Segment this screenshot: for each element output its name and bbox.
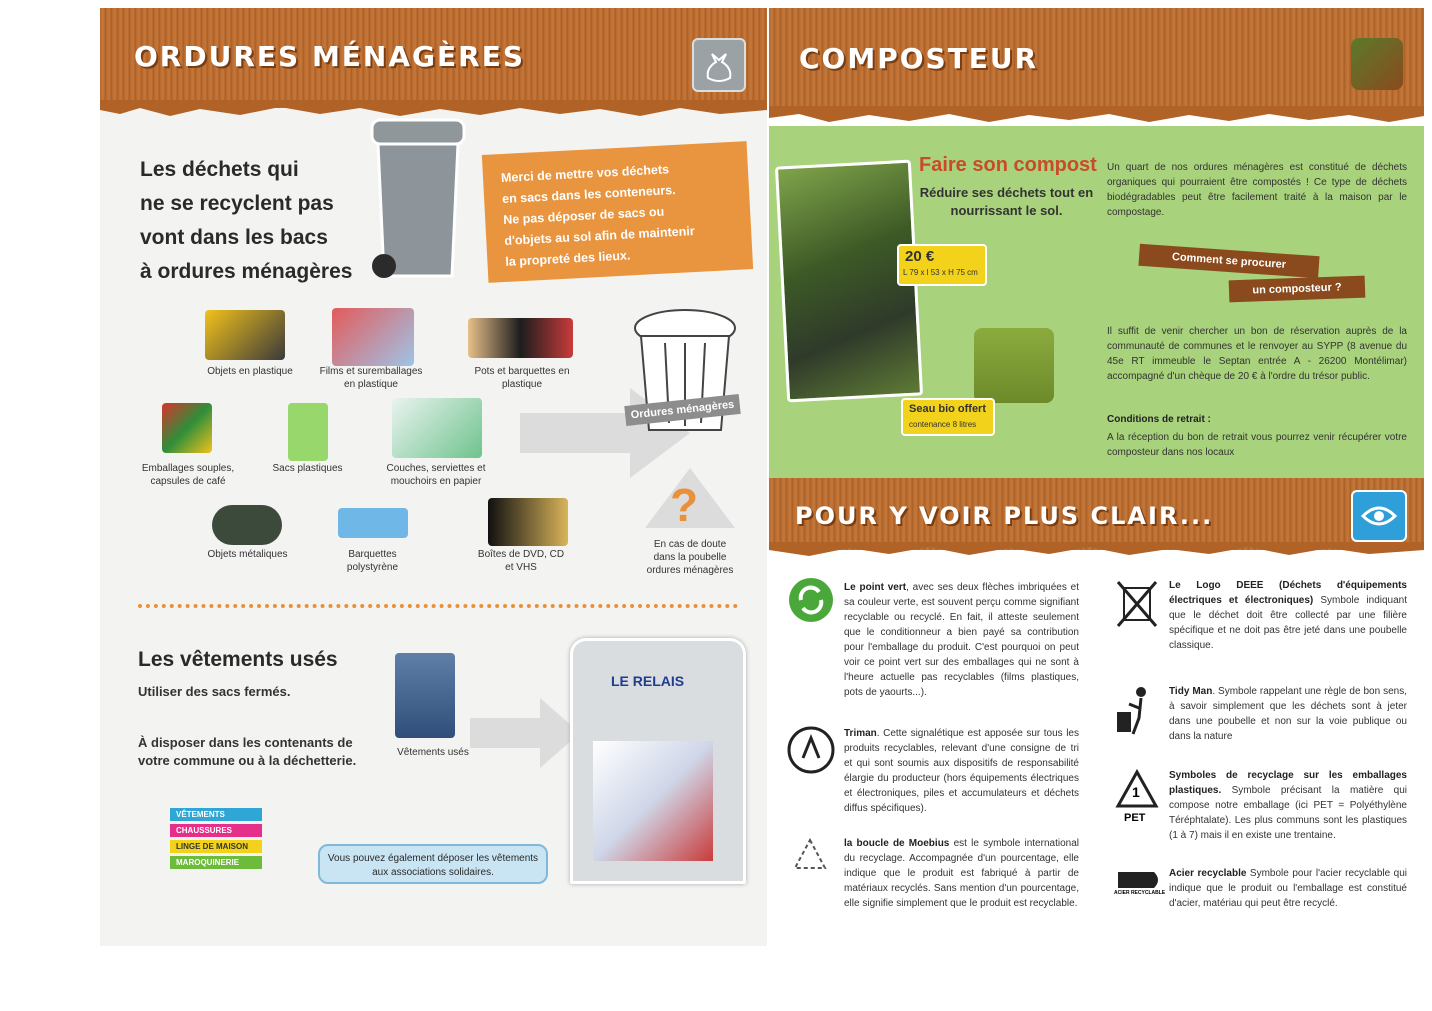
acier-icon	[1114, 870, 1164, 898]
item-label-8: Barquettes polystyrène	[346, 549, 399, 573]
pet-number: 1	[1132, 784, 1140, 800]
item-label-5: Sacs plastiques	[272, 463, 343, 474]
price-dims: L 79 x l 53 x H 75 cm	[903, 268, 978, 277]
deee-name: Le Logo DEEE (Déchets d'équipements électriques et électroniques)	[1169, 580, 1407, 606]
triman-icon	[785, 724, 837, 776]
clothes-text: À disposer dans les contenants de votre commune ou à la déchetterie.	[138, 735, 357, 768]
sticker-line-4: MAROQUINERIE	[170, 856, 262, 869]
how-to-banner	[1139, 250, 1365, 310]
eye-icon	[1351, 490, 1407, 542]
acier-label: ACIER RECYCLABLE	[1114, 890, 1166, 896]
left-page-title: ORDURES MÉNAGÈRES	[134, 40, 525, 73]
doubt-text: En cas de doute dans la poubelle ordures ménagères	[646, 539, 734, 576]
bio-bucket-sub: contenance 8 litres	[909, 420, 977, 429]
reservation-text: Il suffit de venir chercher un bon de réservation auprès de la communauté de communes et le renvoyer au SYPP (8 avenue du 45e RT immeuble le Septan entrée A - 26200 Montélimar) accompagné d'un chèque de 20 € à l'ordre du trésor public.	[1107, 326, 1407, 382]
sticker-line-1: VÊTEMENTS	[170, 808, 262, 821]
acier-name: Acier recyclable	[1169, 868, 1247, 879]
compost-intro: Un quart de nos ordures ménagères est constitué de déchets organiques qui pourraient être compostés ! Ce type de déchets biodégradables peut être facilement traité à la maison par le compostage.	[1107, 162, 1407, 218]
headline-line-2: ne se recyclent pas	[140, 192, 334, 215]
trash-bag-icon	[692, 38, 746, 92]
notice-line-5: la propreté des lieux.	[505, 248, 631, 269]
acier-text	[1169, 866, 1407, 911]
notice-line-2: en sacs dans les conteneurs.	[501, 182, 676, 207]
triman-desc: . Cette signalétique est apposée sur tous les produits recyclables, relevant d'une consigne de tri et qui sont soumis aux dispositifs de responsabilité élargie du producteur (hors équipements électriques et électroniques, piles et accumulateurs et déchets diffus spécifiques).	[844, 728, 1079, 814]
item-label-7: Objets métaliques	[207, 549, 288, 560]
compost-subtitle: Réduire ses déchets tout en nourrissant le sol.	[919, 185, 1094, 218]
arrow-to-container	[470, 698, 580, 768]
how-to-line-1: Comment se procurer	[1138, 244, 1319, 279]
how-to-line-2: un composteur ?	[1229, 276, 1366, 303]
item-image-pots	[468, 318, 573, 358]
point-vert-name: Le point vert	[844, 582, 907, 593]
headline-line-3: vont dans les bacs	[140, 226, 328, 249]
triman-name: Triman	[844, 728, 877, 739]
tidy-man-icon	[1111, 684, 1157, 736]
item-label-2: Films et suremballages en plastique	[319, 366, 423, 390]
notice-line-3: Ne pas déposer de sacs ou	[502, 204, 665, 227]
moebius-desc: est le symbole international du recyclage. Accompagnée d'un pourcentage, elle indique que le produit est fabriqué à partir de matériaux recyclés. Sans mention d'un pourcentage, elle signifie simplement que le produit est recyclable.	[844, 838, 1079, 909]
item-label-1: Objets en plastique	[207, 366, 293, 377]
right-page-title: COMPOSTEUR	[799, 42, 1039, 75]
item-label-6: Couches, serviettes et mouchoirs en papier	[386, 463, 486, 487]
tidy-man-text	[1169, 684, 1407, 744]
clothes-title: Les vêtements usés	[138, 648, 338, 671]
headline	[140, 153, 352, 289]
question-mark-icon: ?	[670, 479, 699, 531]
item-image-polystyrene	[338, 508, 408, 538]
torn-edge-right	[769, 106, 1424, 128]
clothes-label: Vêtements usés	[397, 747, 469, 758]
deee-icon	[1114, 578, 1160, 630]
sticker-line-3: LINGE DE MAISON	[170, 840, 262, 853]
headline-line-1: Les déchets qui	[140, 158, 299, 181]
conditions-title: Conditions de retrait :	[1107, 414, 1211, 425]
notice-line-4: d'objets au sol afin de maintenir	[503, 223, 695, 248]
item-image-metal	[212, 505, 282, 545]
relais-container-image	[570, 638, 746, 884]
clothes-subtitle: Utiliser des sacs fermés.	[138, 684, 291, 699]
item-label-9: Boîtes de DVD, CD et VHS	[477, 549, 565, 573]
headline-line-4: à ordures ménagères	[140, 260, 353, 283]
bio-bucket-image	[974, 328, 1054, 403]
deee-desc: Symbole indiquant que le déchet doit être collecté par une filière spécifique et ne doit pas être jeté dans une poubelle classique.	[1169, 595, 1407, 651]
moebius-name: la boucle de Moebius	[844, 838, 950, 849]
item-image-plastic-objects	[205, 310, 285, 360]
item-label-3: Pots et barquettes en plastique	[474, 366, 570, 390]
point-vert-text	[844, 580, 1079, 700]
associations-box: Vous pouvez également déposer les vêtements aux associations solidaires.	[318, 844, 548, 884]
item-label-4: Emballages souples, capsules de café	[141, 463, 235, 487]
compost-thumbnail	[1351, 38, 1403, 90]
clothes-sticker	[170, 808, 280, 888]
jeans-image	[395, 653, 455, 738]
clarify-title: POUR Y VOIR PLUS CLAIR...	[795, 502, 1214, 530]
deee-text	[1169, 578, 1407, 653]
item-image-soft-packaging	[162, 403, 212, 453]
conditions-text: A la réception du bon de retrait vous pourrez venir récupérer votre composteur dans nos locaux	[1107, 432, 1407, 458]
item-image-dvd	[488, 498, 568, 546]
moebius-text	[844, 836, 1079, 911]
notice-box	[482, 141, 753, 283]
bio-bucket-title: Seau bio offert	[909, 403, 987, 415]
item-image-plastic-bag	[288, 403, 328, 461]
pet-label: PET	[1124, 812, 1146, 824]
tidy-man-desc: . Symbole rappelant une règle de bon sens, à savoir simplement que les déchets sont à jeter dans une poubelle et non sur la voie publique ou dans la nature	[1169, 686, 1407, 742]
torn-edge-2	[769, 542, 1424, 560]
dotted-separator	[138, 604, 738, 608]
triman-text	[844, 726, 1079, 816]
plastic-symbols-name: Symboles de recyclage sur les emballages plastiques.	[1169, 770, 1407, 796]
price-badge	[897, 244, 987, 286]
pet-recycle-icon	[1114, 768, 1160, 826]
item-image-films	[332, 308, 414, 366]
sticker-line-2: CHAUSSURES	[170, 824, 262, 837]
moebius-icon	[787, 834, 833, 880]
compost-title: Faire son compost	[919, 154, 1097, 176]
right-page	[769, 8, 1424, 946]
relais-logo: LE RELAIS	[611, 673, 685, 689]
bin-label-badge: Ordures ménagères	[624, 394, 740, 426]
notice-line-1: Merci de mettre vos déchets	[500, 162, 670, 186]
plastic-symbols-text	[1169, 768, 1407, 843]
item-image-tissues	[392, 398, 482, 458]
point-vert-icon	[789, 578, 833, 622]
point-vert-desc: , avec ses deux flèches imbriquées et sa couleur verte, est souvent perçu comme signifiant recyclable ou recyclé. En fait, il atteste seulement que le conditionneur a bien payé sa contribution pour l'emballage du produit. C'est pourquoi on peut voir ce point vert sur des emballages qui ne sont à l'heure actuelle pas recyclables (films plastiques, pots de yaourts...).	[844, 582, 1079, 698]
left-page	[100, 8, 767, 946]
acier-desc: Symbole pour l'acier recyclable qui indique que le produit ou l'emballage est constitué d'acier, matériau qui peut être recyclé.	[1169, 868, 1408, 909]
bio-bucket-badge	[901, 398, 995, 436]
grey-bin-image	[368, 116, 468, 286]
tidy-man-name: Tidy Man	[1169, 686, 1213, 697]
plastic-symbols-desc: Symbole précisant la matière qui compose notre emballage (ici PET = Polyéthylène Téréphtalate). Les plus communs sont les plastiques (1 à 7) mais il en existe une trentaine.	[1169, 785, 1407, 841]
price-value: 20 €	[905, 248, 935, 265]
